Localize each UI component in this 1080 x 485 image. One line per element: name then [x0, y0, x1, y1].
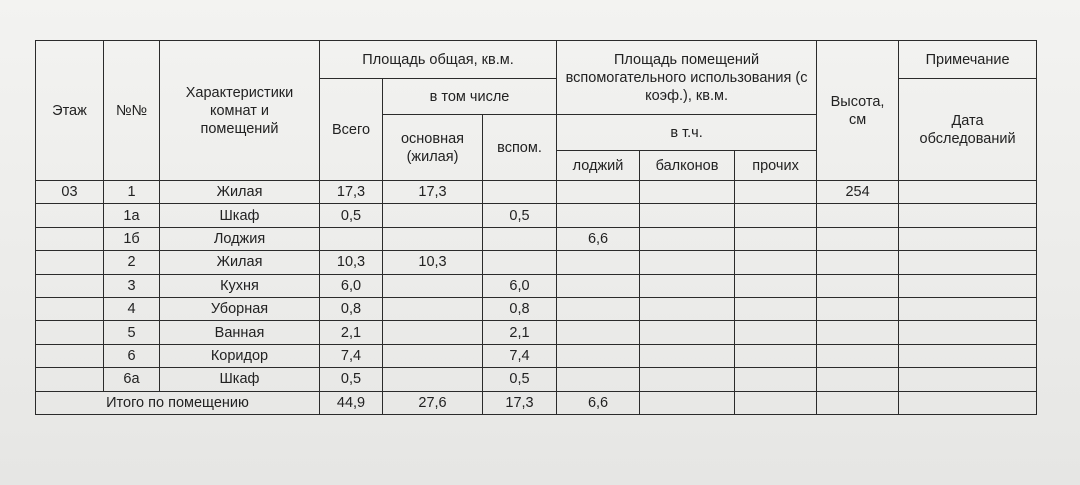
- totals-main: 27,6: [383, 391, 483, 414]
- totals-row: [36, 391, 1037, 414]
- cell-floor: [36, 274, 104, 297]
- cell-other: [735, 274, 817, 297]
- cell-name: Лоджия: [160, 227, 320, 250]
- table-header: [36, 41, 1037, 181]
- cell-aux: [483, 181, 557, 204]
- cell-main: 10,3: [383, 251, 483, 274]
- header-survey-date-text: Дата обследований: [919, 112, 1016, 147]
- table-row: [36, 227, 1037, 250]
- cell-floor: [36, 251, 104, 274]
- cell-other: [735, 227, 817, 250]
- totals-balcony: [640, 391, 735, 414]
- cell-date: [899, 321, 1037, 344]
- cell-floor: 03: [36, 181, 104, 204]
- header-main-text: основная (жилая): [400, 130, 464, 165]
- cell-name: Жилая: [160, 251, 320, 274]
- cell-name: Коридор: [160, 344, 320, 367]
- cell-number: 1: [104, 181, 160, 204]
- cell-balcony: [640, 227, 735, 250]
- cell-number: 5: [104, 321, 160, 344]
- cell-aux: 0,5: [483, 204, 557, 227]
- header-aux: вспом.: [483, 115, 557, 181]
- cell-other: [735, 368, 817, 391]
- cell-date: [899, 368, 1037, 391]
- cell-height: [817, 368, 899, 391]
- cell-name: Шкаф: [160, 204, 320, 227]
- totals-date: [899, 391, 1037, 414]
- cell-balcony: [640, 251, 735, 274]
- table-row: [36, 297, 1037, 320]
- cell-floor: [36, 227, 104, 250]
- header-total-area: Площадь общая, кв.м.: [320, 41, 557, 79]
- cell-total: 6,0: [320, 274, 383, 297]
- cell-height: [817, 297, 899, 320]
- cell-other: [735, 297, 817, 320]
- cell-height: [817, 344, 899, 367]
- cell-loggia: [557, 297, 640, 320]
- cell-balcony: [640, 368, 735, 391]
- cell-aux: 2,1: [483, 321, 557, 344]
- table-row: [36, 181, 1037, 204]
- cell-total: 0,8: [320, 297, 383, 320]
- cell-other: [735, 251, 817, 274]
- cell-date: [899, 251, 1037, 274]
- cell-number: 4: [104, 297, 160, 320]
- cell-floor: [36, 321, 104, 344]
- cell-aux: 0,5: [483, 368, 557, 391]
- totals-loggia: 6,6: [557, 391, 640, 414]
- cell-total: 0,5: [320, 204, 383, 227]
- cell-number: 1а: [104, 204, 160, 227]
- cell-loggia: [557, 181, 640, 204]
- header-other: прочих: [735, 151, 817, 181]
- cell-name: Шкаф: [160, 368, 320, 391]
- cell-balcony: [640, 297, 735, 320]
- cell-name: Ванная: [160, 321, 320, 344]
- cell-main: [383, 321, 483, 344]
- cell-other: [735, 204, 817, 227]
- header-incl-short: в т.ч.: [557, 115, 817, 151]
- cell-aux: 7,4: [483, 344, 557, 367]
- cell-height: [817, 251, 899, 274]
- cell-main: [383, 227, 483, 250]
- cell-date: [899, 181, 1037, 204]
- cell-total: [320, 227, 383, 250]
- header-survey-date: [899, 79, 1037, 181]
- cell-total: 17,3: [320, 181, 383, 204]
- cell-floor: [36, 297, 104, 320]
- header-number: №№: [104, 41, 160, 181]
- cell-date: [899, 297, 1037, 320]
- totals-height: [817, 391, 899, 414]
- cell-main: [383, 274, 483, 297]
- header-height-text: Высота, см: [830, 93, 885, 128]
- cell-number: 6а: [104, 368, 160, 391]
- cell-main: [383, 344, 483, 367]
- room-area-table: [35, 40, 1037, 415]
- cell-total: 0,5: [320, 368, 383, 391]
- cell-date: [899, 204, 1037, 227]
- table-row: [36, 321, 1037, 344]
- header-note: Примечание: [899, 41, 1037, 79]
- header-loggias: лоджий: [557, 151, 640, 181]
- header-total: Всего: [320, 79, 383, 181]
- cell-name: Кухня: [160, 274, 320, 297]
- cell-height: 254: [817, 181, 899, 204]
- cell-loggia: [557, 321, 640, 344]
- cell-height: [817, 204, 899, 227]
- cell-loggia: 6,6: [557, 227, 640, 250]
- cell-date: [899, 344, 1037, 367]
- cell-other: [735, 344, 817, 367]
- cell-number: 2: [104, 251, 160, 274]
- cell-number: 6: [104, 344, 160, 367]
- cell-number: 1б: [104, 227, 160, 250]
- table-row: [36, 274, 1037, 297]
- totals-aux: 17,3: [483, 391, 557, 414]
- table-body: [36, 181, 1037, 415]
- cell-loggia: [557, 251, 640, 274]
- header-including: в том числе: [383, 79, 557, 115]
- cell-height: [817, 321, 899, 344]
- cell-loggia: [557, 368, 640, 391]
- cell-main: [383, 368, 483, 391]
- cell-loggia: [557, 344, 640, 367]
- cell-main: [383, 297, 483, 320]
- cell-main: 17,3: [383, 181, 483, 204]
- totals-label: Итого по помещению: [36, 391, 320, 414]
- cell-date: [899, 274, 1037, 297]
- cell-date: [899, 227, 1037, 250]
- table-row: [36, 344, 1037, 367]
- totals-total: 44,9: [320, 391, 383, 414]
- table-row: [36, 204, 1037, 227]
- cell-balcony: [640, 204, 735, 227]
- header-characteristics: [160, 41, 320, 181]
- cell-aux: 6,0: [483, 274, 557, 297]
- cell-balcony: [640, 274, 735, 297]
- cell-balcony: [640, 181, 735, 204]
- cell-balcony: [640, 321, 735, 344]
- cell-name: Уборная: [160, 297, 320, 320]
- cell-total: 10,3: [320, 251, 383, 274]
- header-aux-area: [557, 41, 817, 115]
- header-floor: Этаж: [36, 41, 104, 181]
- header-main: [383, 115, 483, 181]
- cell-loggia: [557, 204, 640, 227]
- cell-aux: 0,8: [483, 297, 557, 320]
- cell-total: 2,1: [320, 321, 383, 344]
- cell-main: [383, 204, 483, 227]
- cell-floor: [36, 368, 104, 391]
- cell-floor: [36, 204, 104, 227]
- table-row: [36, 368, 1037, 391]
- cell-height: [817, 227, 899, 250]
- header-characteristics-text: Характеристики комнат и помещений: [185, 84, 294, 137]
- cell-aux: [483, 227, 557, 250]
- table-row: [36, 251, 1037, 274]
- cell-loggia: [557, 274, 640, 297]
- cell-aux: [483, 251, 557, 274]
- header-height: [817, 41, 899, 181]
- cell-floor: [36, 344, 104, 367]
- header-aux-area-text: Площадь помещений вспомогательного использования (с коэф.), кв.м.: [565, 51, 808, 104]
- header-balconies: балконов: [640, 151, 735, 181]
- totals-other: [735, 391, 817, 414]
- cell-other: [735, 321, 817, 344]
- cell-height: [817, 274, 899, 297]
- cell-total: 7,4: [320, 344, 383, 367]
- cell-number: 3: [104, 274, 160, 297]
- cell-other: [735, 181, 817, 204]
- cell-balcony: [640, 344, 735, 367]
- cell-name: Жилая: [160, 181, 320, 204]
